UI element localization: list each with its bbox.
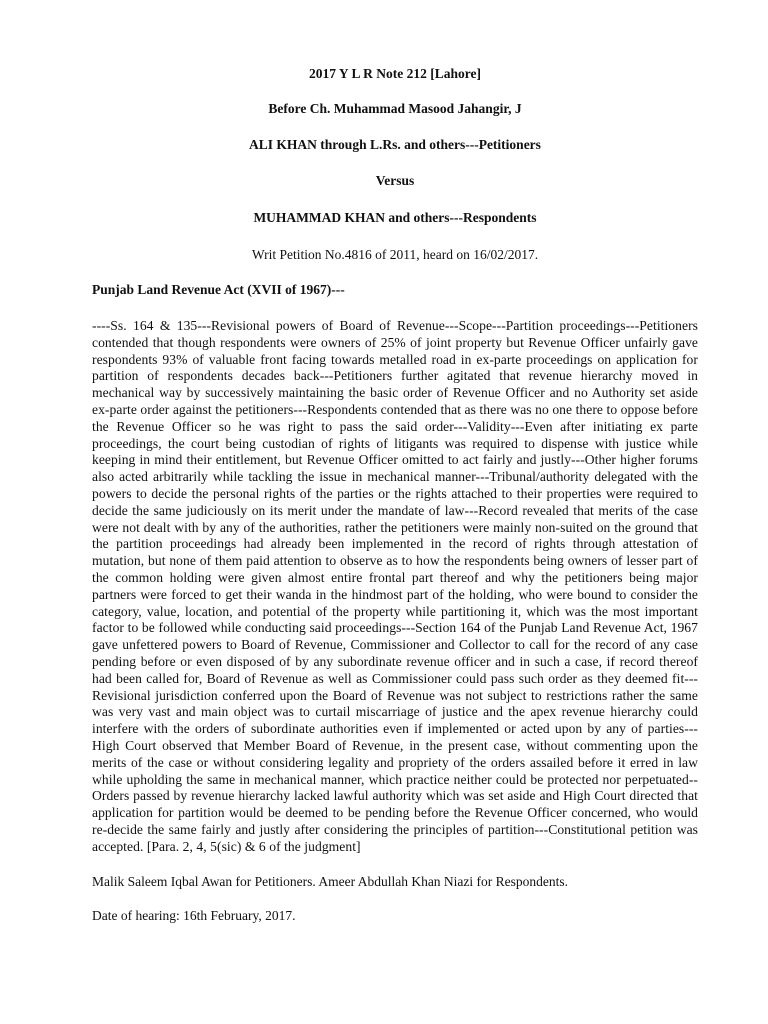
petitioners-heading: ALI KHAN through L.Rs. and others---Petitioners [249, 137, 541, 152]
case-info: Writ Petition No.4816 of 2011, heard on 16/02/2017. [251, 247, 539, 262]
act-heading: Punjab Land Revenue Act (XVII of 1967)--- [92, 282, 345, 297]
date-of-hearing: Date of hearing: 16th February, 2017. [92, 907, 296, 923]
versus-heading: Versus [375, 173, 415, 188]
headnote-paragraph: ----Ss. 164 & 135---Revisional powers of Board of Revenue---Scope---Partition proceedings---Petitioners contended that though respondents were owners of 25% of joint property but Revenue Officer unfairly gave respondents 93% of valuable front facing towards metalled road in ex-parte proceedings on application for partition of respondents decades back---Petitioners further agitated that revenue hierarchy moved in mechanical way by successively maintaining the basic order of Revenue Officer and no Authority set aside ex-parte order against the petitioners---Respondents contended that as there was no one there to oppose before the Revenue Officer so he was right to pass the said order---Validity---Even after initiating ex parte proceedings, the court being custodian of rights of litigants was required to dispense with justice while keeping in mind their entitlement, but Revenue Officer omitted to act fairly and justly---Other higher forums also acted arbitrarily while tackling the issue in mechanical manner---Tribunal/authority delegated with the powers to decide the personal rights of the parties or the rights attached to their properties were required to decide the same judiciously on its merit under the mandate of law---Record revealed that merits of the case were not dealt with by any of the authorities, rather the petitioners were mainly non-suited on the ground that the partition proceedings had already been implemented in the record of rights through attestation of mutation, but none of them paid attention to observe as to how the respondents being owners of lesser part of the common holding were given almost entire frontal part thereof and why the petitioners being major partners were forced to get their wanda in the hindmost part of the holding, who were bound to consider the category, value, location, and potential of the property while partitioning it, which was the most important factor to be followed while conducting said proceedings---Section 164 of the Punjab Land Revenue Act, 1967 gave unfettered powers to Board of Revenue, Commissioner and Collector to call for the record of any case pending before or even disposed of by any subordinate revenue officer and in such a case, if record thereof had been called for, Board of Revenue as well as Commissioner could pass such order as they deemed fit---Revisional jurisdiction conferred upon the Board of Revenue was not subject to restrictions rather the same was very vast and main object was to curtail miscarriage of justice and the apex revenue hierarchy could interfere with the orders of subordinate authorities even if implemented or acted upon by any of parties---High Court observed that Member Board of Revenue, in the present case, without commenting upon the merits of the case or without considering legality and propriety of the orders assailed before it erred in law while upholding the same in mechanical manner, which practice neither could be protected nor perpetuated--Orders passed by revenue hierarchy lacked lawful authority which was set aside and High Court directed that application for partition would be deemed to be pending before the Revenue Officer concerned, who would re-decide the same fairly and justly after considering the principles of partition---Constitutional petition was accepted. [Para. 2, 4, 5(sic) & 6 of the judgment] [92, 318, 698, 854]
bench-heading: Before Ch. Muhammad Masood Jahangir, J [268, 101, 522, 116]
citation-heading: 2017 Y L R Note 212 [Lahore] [309, 66, 481, 81]
respondents-heading: MUHAMMAD KHAN and others---Respondents [253, 210, 537, 225]
counsel-line: Malik Saleem Iqbal Awan for Petitioners. Ameer Abdullah Khan Niazi for Respondents. [92, 873, 569, 889]
